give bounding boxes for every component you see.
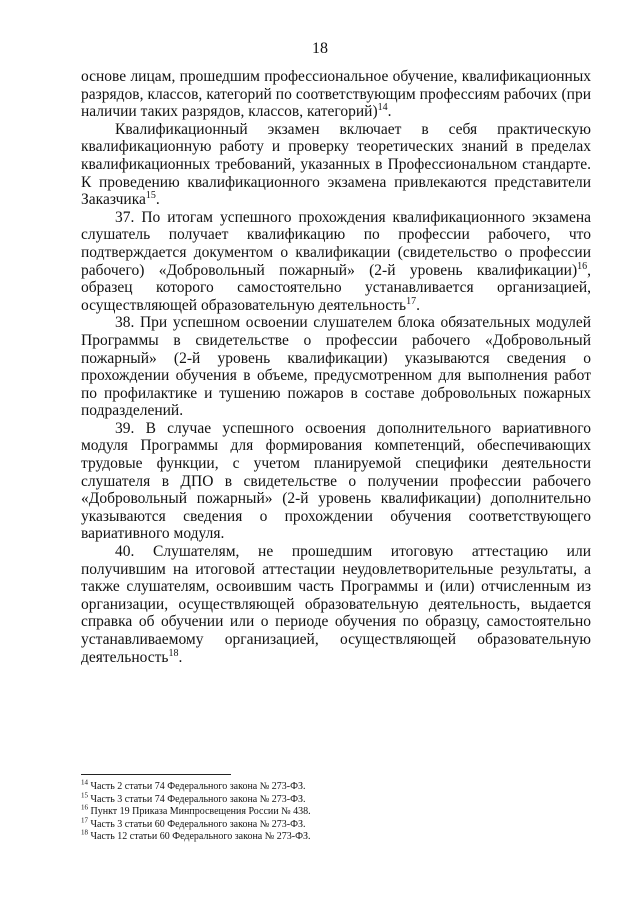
paragraph-text: 40. Слушателям, не прошедшим итоговую аттестацию или получившим на итоговой аттестации неудовлетворительные результаты, а также слушателям, освоившим часть Программы и (или) отчисленным из организации, осуществляющей образовательную деятельность, выдается справка об обучении или о периоде обучения по образцу, самостоятельно устанавливаемому организацией, осуществляющей образовательную деятельность [81,543,591,666]
footnote-number: 14 [81,778,88,787]
footnote-number: 17 [81,816,88,825]
paragraph-tail: . [387,103,392,121]
paragraph-tail: . [416,296,420,314]
paragraph-tail: . [155,191,160,209]
paragraph-continuation [81,68,591,121]
footnote-ref[interactable]: 14 [377,102,388,114]
page-number: 18 [312,40,328,57]
paragraph-text: Квалификационный экзамен включает в себя практическую квалификационную работу и проверку теоретических знаний в пределах квалификационных требований, указанных в Профессиональном стандарте. К проведению квалификационного экзамена привлекаются представители Заказчика [81,120,591,209]
footnotes [81,778,581,844]
footnote-ref[interactable]: 17 [406,295,417,307]
footnote-text: Пункт 19 Приказа Минпросвещения России № 438. [88,806,311,818]
footnote-18 [81,831,581,844]
paragraph-qualification-exam [81,121,591,209]
footnote-text: Часть 3 статьи 74 Федерального закона № 273-ФЗ. [88,793,306,805]
paragraph-40 [81,543,591,666]
paragraph-tail: . [178,648,183,666]
footnote-ref[interactable]: 15 [145,190,156,201]
paragraph-tail: , образец которого самостоятельно устанавливается организацией, осуществляющей образовательную деятельность [81,261,591,314]
paragraph-38 [81,314,591,420]
footnote-ref[interactable]: 16 [577,260,588,272]
footnote-16 [81,803,581,819]
footnote-text: Часть 2 статьи 74 Федерального закона № 273-ФЗ. [88,781,306,792]
footnote-number: 15 [81,791,88,800]
footnote-divider [81,774,231,775]
paragraph-37 [81,209,591,315]
footnote-15 [81,791,581,807]
paragraph-39 [81,420,591,543]
paragraph-text: 38. При успешном освоении слушателем блока обязательных модулей Программы в свидетельстве о профессии рабочего «Добровольный пожарный» (2-й уровень квалификации) указываются сведения о прохождении обучения в объеме, предусмотренном для выполнения работ по профилактике и тушению пожаров в составе добровольных пожарных подразделений. [81,314,591,420]
document-body [81,68,591,666]
paragraph-text: основе лицам, прошедшим профессиональное обучение, квалификационных разрядов, классов, категорий по соответствующим профессиям рабочих (при наличии таких разрядов, классов, категорий) [81,68,591,121]
footnote-text: Часть 12 статьи 60 Федерального закона № 273-ФЗ. [88,831,311,843]
footnote-14 [81,778,581,794]
footnote-text: Часть 3 статьи 60 Федерального закона № 273-ФЗ. [88,818,306,830]
footnote-number: 16 [81,803,88,812]
footnote-number: 18 [81,829,88,838]
footnote-ref[interactable]: 18 [168,647,179,659]
paragraph-text: 39. В случае успешного освоения дополнительного вариативного модуля Программы для формирования компетенций, обеспечивающих трудовые функции, с учетом планируемой специфики деятельности слушателя в ДПО в свидетельстве о получении профессии рабочего «Добровольный пожарный» (2-й уровень квалификации) дополнительно указываются сведения о прохождении обучения соответствующего вариативного модуля. [81,419,591,543]
paragraph-text: 37. По итогам успешного прохождения квалификационного экзамена слушатель получает квалификацию по профессии рабочего, что подтверждается документом о квалификации (свидетельство о профессии рабочего) «Добровольный пожарный» (2-й уровень квалификации) [81,208,591,279]
footnote-17 [81,816,581,832]
